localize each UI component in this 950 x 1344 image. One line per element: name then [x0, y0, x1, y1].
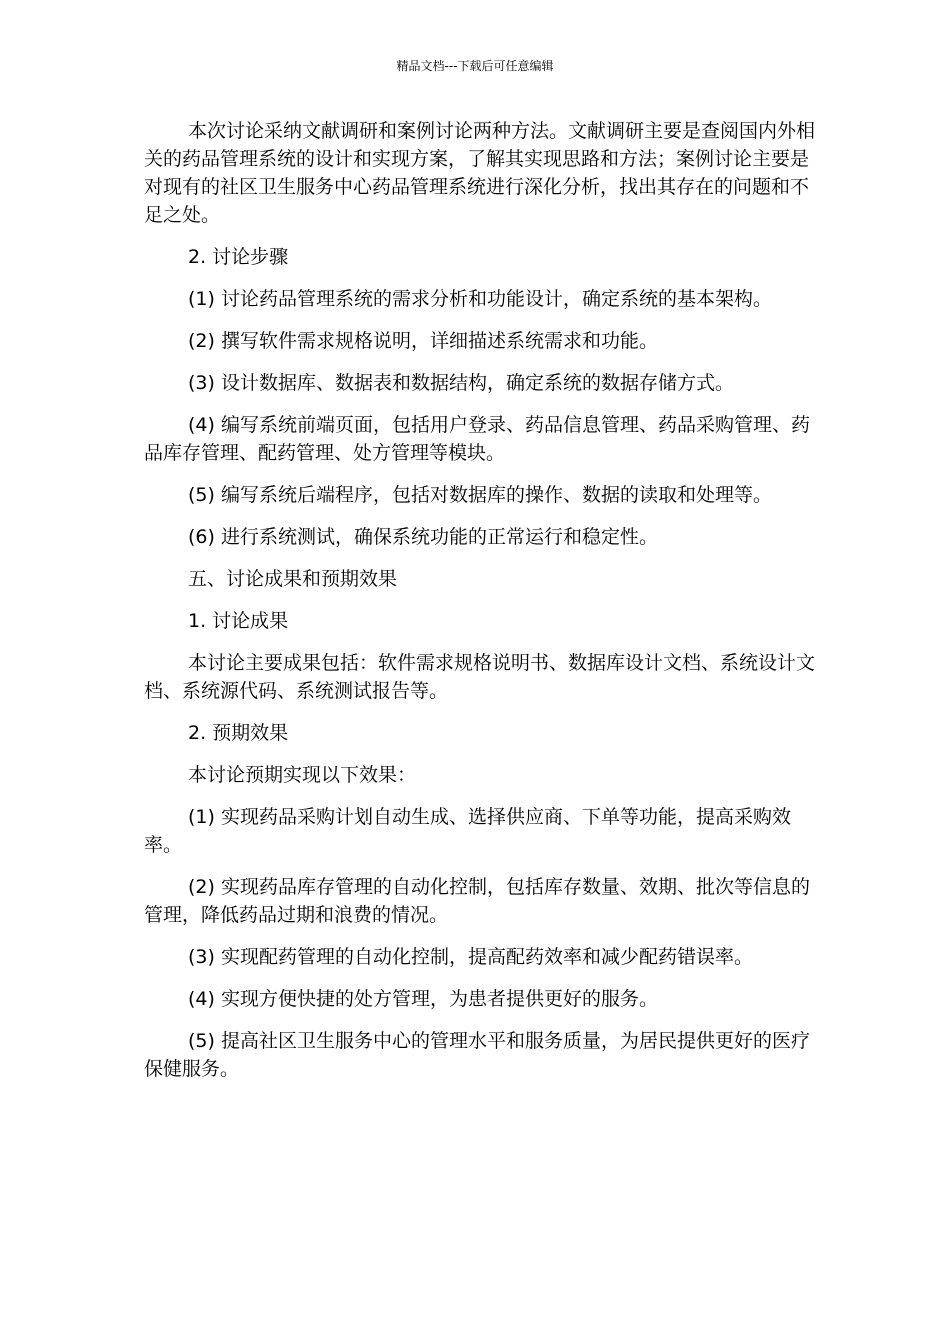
step-item-2: (2) 撰写软件需求规格说明，详细描述系统需求和功能。	[188, 330, 658, 352]
subheading-expected-effects: 2. 预期效果	[188, 722, 289, 744]
step-item-4: (4) 编写系统前端页面，包括用户登录、药品信息管理、药品采购管理、药品库存管理、配药管理、处方管理等模块。	[144, 414, 810, 464]
subheading-outcomes: 1. 讨论成果	[188, 610, 289, 632]
step-item-3: (3) 设计数据库、数据表和数据结构，确定系统的数据存储方式。	[188, 372, 734, 394]
paragraph-expected-intro: 本讨论预期实现以下效果：	[188, 764, 417, 786]
effect-item-2: (2) 实现药品库存管理的自动化控制，包括库存数量、效期、批次等信息的管理，降低药品过期和浪费的情况。	[144, 876, 810, 926]
section-heading-steps: 2. 讨论步骤	[188, 246, 289, 268]
effect-item-5: (5) 提高社区卫生服务中心的管理水平和服务质量，为居民提供更好的医疗保健服务。	[144, 1030, 810, 1080]
document-body	[144, 117, 824, 1097]
page-header: 精品文档---下载后可任意编辑	[396, 59, 554, 73]
step-item-6: (6) 进行系统测试，确保系统功能的正常运行和稳定性。	[188, 526, 658, 548]
step-item-5: (5) 编写系统后端程序，包括对数据库的操作、数据的读取和处理等。	[188, 484, 772, 506]
effect-item-3: (3) 实现配药管理的自动化控制，提高配药效率和减少配药错误率。	[188, 946, 753, 968]
step-item-1: (1) 讨论药品管理系统的需求分析和功能设计，确定系统的基本架构。	[188, 288, 772, 310]
effect-item-4: (4) 实现方便快捷的处方管理，为患者提供更好的服务。	[188, 988, 658, 1010]
section-heading-results: 五、讨论成果和预期效果	[188, 568, 398, 590]
effect-item-1: (1) 实现药品采购计划自动生成、选择供应商、下单等功能，提高采购效率。	[144, 806, 791, 856]
paragraph-methods: 本次讨论采纳文献调研和案例讨论两种方法。文献调研主要是查阅国内外相关的药品管理系统的设计和实现方案，了解其实现思路和方法；案例讨论主要是对现有的社区卫生服务中心药品管理系统进行深化分析，找出其存在的问题和不足之处。	[144, 120, 816, 226]
paragraph-outcomes: 本讨论主要成果包括：软件需求规格说明书、数据库设计文档、系统设计文档、系统源代码、系统测试报告等。	[144, 652, 816, 702]
